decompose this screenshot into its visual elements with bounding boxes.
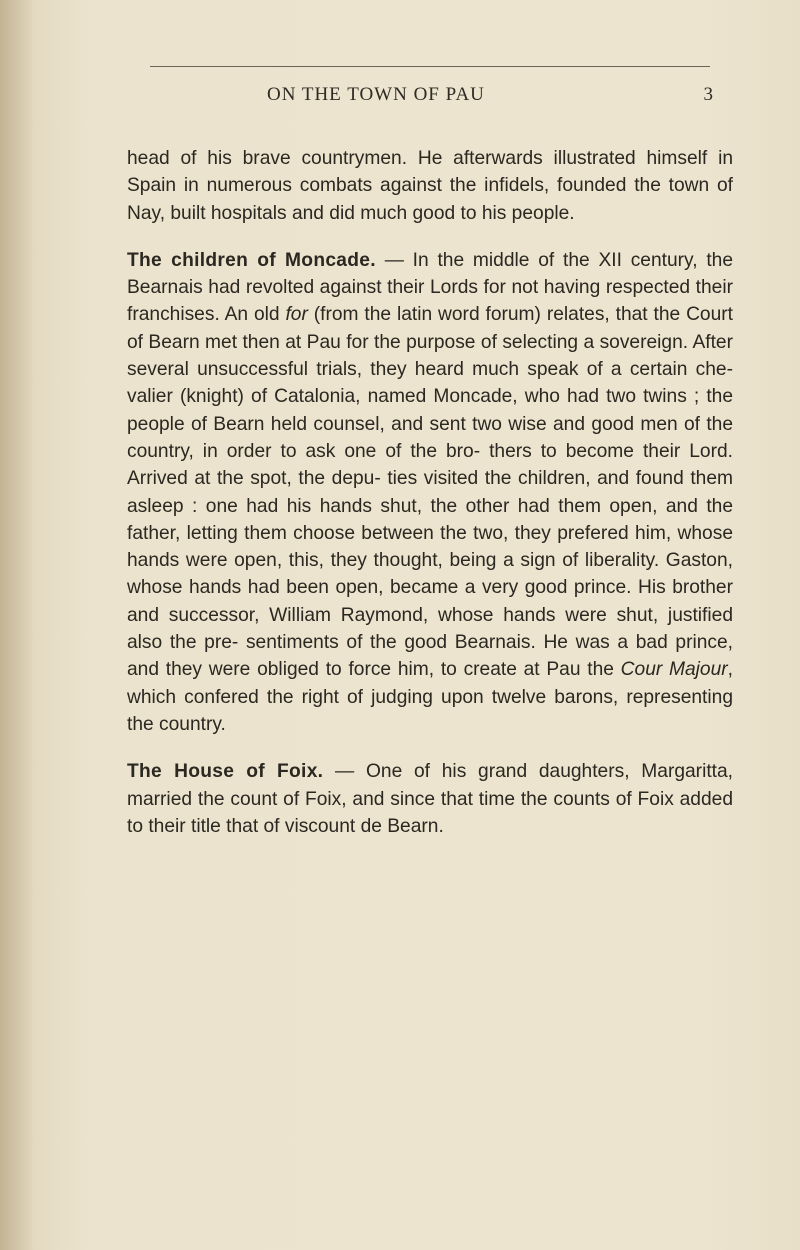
paragraph-text: — One of his grand daughters, Margaritta, married the count of Foix, and since that time the counts of Foix added to their title that of viscount de Bearn.	[127, 761, 733, 837]
paragraph-continuation	[127, 145, 733, 227]
italic-term-for: for	[285, 304, 308, 326]
section-heading-children-of-moncade: The children of Moncade.	[127, 249, 376, 271]
section-heading-house-of-foix: The House of Foix.	[127, 761, 324, 783]
paragraph-children-of-moncade	[127, 247, 733, 738]
running-head	[150, 84, 720, 110]
page-number: 3	[703, 84, 714, 105]
paragraph-text: , which confered the right of judging upon twelve barons, representing the country.	[127, 659, 733, 735]
italic-term-cour-majour: Cour Majour	[620, 659, 728, 681]
running-head-title: ON THE TOWN OF PAU	[267, 84, 485, 105]
paragraph-house-of-foix	[127, 758, 733, 840]
header-rule	[150, 66, 710, 67]
page-edge-shadow	[0, 0, 34, 1250]
body-text	[127, 145, 733, 840]
paragraph-text: — In the middle of the XII century, the Bearnais had revolted against their Lords for not having respected their franchises. An old	[127, 249, 733, 326]
paragraph-text: (from the latin word forum) relates, that the Court of Bearn met then at Pau for the purpose of selecting a sovereign. After several unsuccessful trials, they heard much speak of a certain che- valier (knight) of Catalonia, named Moncade, who had two twins ; the people of Bearn held counsel, and sent two wise and good men of the country, in order to ask one of the bro- thers to become their Lord. Arrived at the spot, the depu- ties visited the children, and found them asleep : one had his hands shut, the other had them open, and the father, letting them choose between the two, they prefered him, whose hands were open, this, they thought, being a sign of liberality. Gaston, whose hands had been open, became a very good prince. His brother and successor, William Raymond, whose hands were shut, justified also the pre- sentiments of the good Bearnais. He was a bad prince, and they were obliged to force him, to create at Pau the	[127, 304, 733, 681]
paragraph-text: head of his brave countrymen. He afterwards illustrated himself in Spain in numerous combats against the infidels, founded the town of Nay, built hospitals and did much good to his people.	[127, 148, 733, 224]
